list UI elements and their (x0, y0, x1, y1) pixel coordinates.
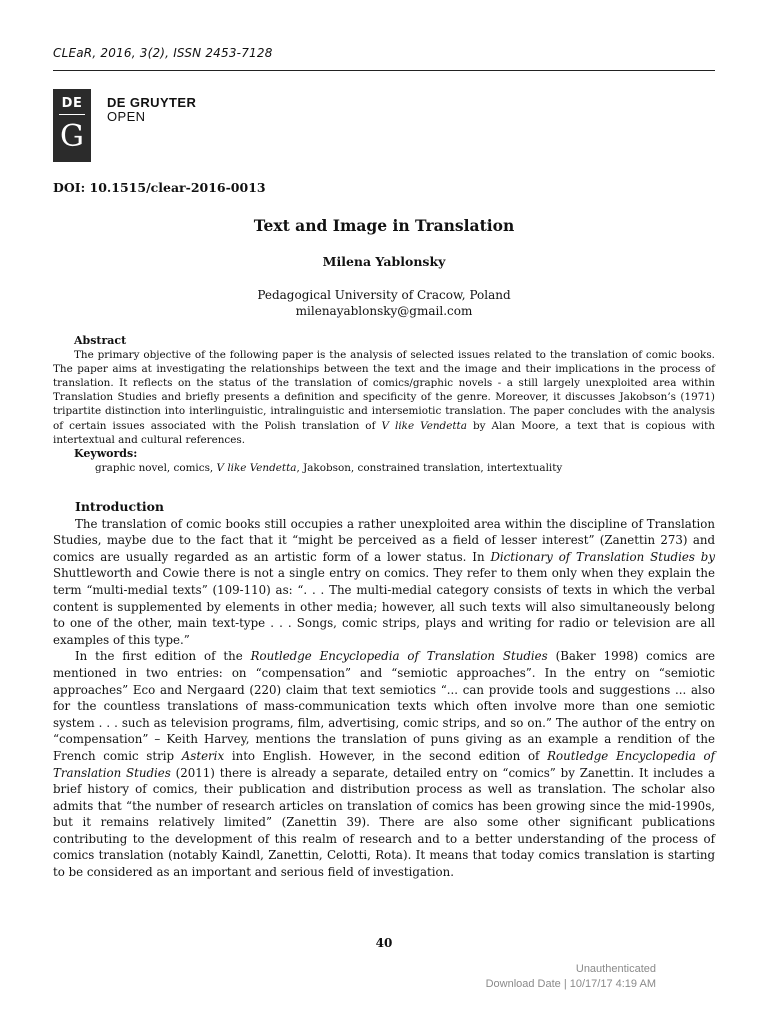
doi-line: DOI: 10.1515/clear-2016-0013 (53, 180, 266, 195)
introduction-paragraph-2 (53, 648, 715, 880)
logo-divider (59, 114, 85, 115)
introduction-heading: Introduction (75, 499, 165, 514)
abstract-text-part2: by Alan Moore, a text that is copious with intertextual and cultural references. (53, 419, 715, 446)
keywords-label: Keywords: (74, 446, 138, 460)
p2-text-d: (2011) there is already a separate, detailed entry on “comics” by Zanettin. It includes a brief history of comics, their publication and distribution process as well as translation. The scholar also admits that “the number of research articles on translation of comics has been growing since the mid-1990s, but it remains relatively limited” (Zanettin 39). There are also some other significant publications contributing to the development of this realm of research and to a better understanding of the process of comics translation (notably Kaindl, Zanettin, Celotti, Rota). It means that today comics translation is starting to be considered as an important and serious field of investigation. (53, 765, 715, 880)
p2-text-c: into English. However, in the second edition of (224, 748, 548, 763)
keywords-italic: V like Vendetta (216, 461, 297, 474)
p2-italic-1: Routledge Encyclopedia of Translation Studies (250, 649, 548, 664)
publisher-name-line2: OPEN (107, 109, 146, 124)
publisher-logo (53, 89, 91, 162)
logo-g-mark: G (60, 119, 84, 154)
affiliation-block (53, 287, 715, 319)
p2-italic-2: Asterix (181, 748, 225, 763)
logo-de-mark: DE (61, 96, 83, 111)
publisher-name-line1: DE GRUYTER (107, 95, 197, 110)
p2-text-a: In the first edition of the (75, 649, 251, 664)
introduction-paragraph-1 (53, 516, 715, 649)
page-number: 40 (375, 936, 393, 950)
abstract-text-italic: V like Vendetta (381, 419, 467, 432)
p2-text-b: (Baker 1998) comics are mentioned in two entries: on “compensation” and “semiotic approaches”. In the entry on “semiotic approaches” Eco and Nergaard (220) claim that text semiotics “... can provide tools and suggestions ... also for the countless translations of mass-communication texts which often involve more than one semiotic system . . . such as television programs, film, advertising, comic strips, and so on.” The author of the entry on “compensation” – Keith Harvey, mentions the translation of puns giving as an example a rendition of the French comic strip (53, 649, 715, 763)
affiliation: Pedagogical University of Cracow, Poland (257, 288, 511, 302)
p1-text-b: Shuttleworth and Cowie there is not a single entry on comics. They refer to them only when they explain the term “multi-medial texts” (109-110) as: “. . . The multi-medial category consists of texts in which the verbal content is supplemented by elements in other media; however, all such texts will also simultaneously belong to one of the other, main text-type . . . Songs, comic strips, plays and writing for radio or television are all examples of this type.” (53, 566, 715, 647)
keywords-text (74, 461, 715, 475)
paper-title: Text and Image in Translation (253, 216, 515, 235)
keywords-part1: graphic novel, comics, (95, 461, 217, 474)
journal-header: CLEaR, 2016, 3(2), ISSN 2453-7128 (53, 46, 273, 60)
download-stamp-line1: Unauthenticated (575, 963, 656, 975)
author-email: milenayablonsky@gmail.com (295, 304, 473, 318)
download-stamp-line2: Download Date | 10/17/17 4:19 AM (485, 978, 656, 990)
abstract-text (53, 348, 715, 447)
header-divider (53, 70, 715, 71)
introduction-section (53, 499, 715, 881)
author-name: Milena Yablonsky (322, 254, 446, 269)
abstract-label: Abstract (74, 334, 127, 347)
publisher-name (107, 96, 196, 124)
abstract-section (53, 334, 715, 475)
p2-italic-3: Routledge Encyclopedia of Translation Studies (53, 748, 716, 780)
download-stamp (486, 962, 656, 992)
p1-italic-1: Dictionary of Translation Studies by (490, 549, 715, 564)
keywords-part2: , Jakobson, constrained translation, intertextuality (296, 461, 563, 474)
abstract-text-part1: The primary objective of the following paper is the analysis of selected issues related to the translation of comic books. The paper aims at investigating the relationships between the text and the image and their implications in the process of translation. It reflects on the status of the translation of comics/graphic novels - a still largely unexploited area within Translation Studies and briefly presents a definition and specificity of the genre. Moreover, it discusses Jakobson’s (1971) tripartite distinction into interlinguistic, intralinguistic and intersemiotic translation. The paper concludes with the analysis of certain issues associated with the Polish translation of (53, 349, 715, 432)
p1-text-a: The translation of comic books still occupies a rather unexploited area within the discipline of Translation Studies, maybe due to the fact that it “might be perceived as a field of lesser interest” (Zanettin 273) and comics are usually regarded as an artistic form of a lower status. In (53, 516, 715, 564)
